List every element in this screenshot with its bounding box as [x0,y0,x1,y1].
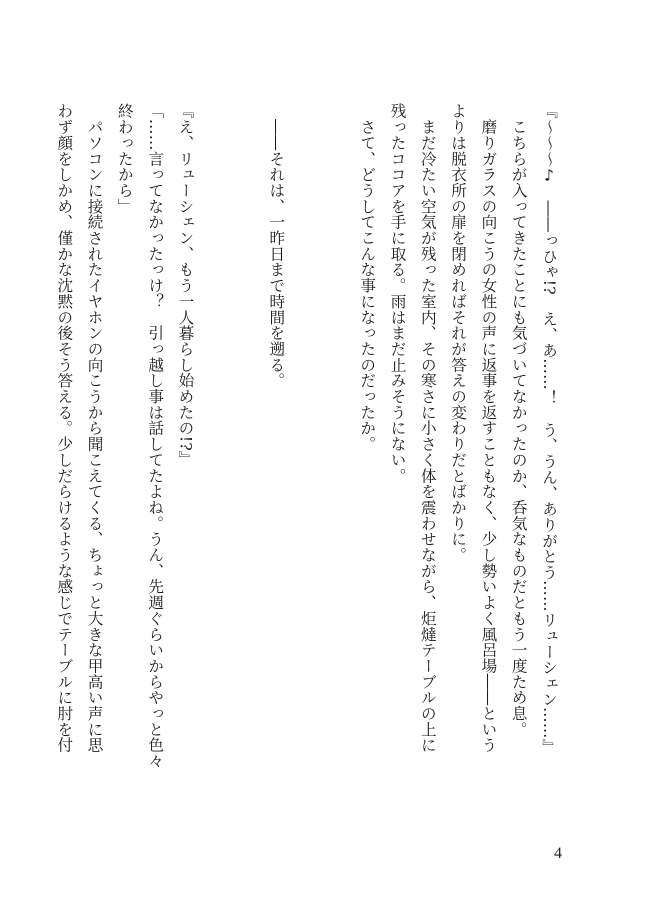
blank-line [322,103,352,848]
text-line-14: 「……言ってなかったっけ？ 引っ越し事は話してたよね。うん、先週ぐらいからやっと色々 [146,103,165,769]
text-line-17: わず顔をしかめ、僅かな沈黙の後そう答える。少しだらけるような感じでテーブルに肘を付 [55,103,74,753]
text-line-3: 磨りガラスの向こうの女性の声に返事を返すこともなく、少し勢いよく風呂場――という [479,103,498,753]
blank-line [291,103,321,848]
text-line-10: ――それは、一昨日まで時間を遡る。 [267,103,286,389]
text-line-13: 『え、リューシェン、もう一人暮らし始めたの!?』 [176,103,195,467]
text-line-5: まだ冷たい空気が残った室内、その寒さに小さく体を震わせながら、炬燵テーブルの上に [418,103,437,753]
text-line-15: 終わったから」 [115,103,134,214]
text-line-2: こちらが入ってきたことにも気づいてなかったのか、呑気なものだともう一度ため息。 [509,103,528,737]
blank-line [200,103,230,848]
vertical-text-block [49,103,564,848]
blank-line [231,103,261,848]
text-line-16: パソコンに接続されたイヤホンの向こうから聞こえてくる、ちょっと大きな甲高い声に思 [85,103,104,753]
text-line-1: 『～～～♪ ――っひゃ!? え、あ……！ う、うん、ありがとう……リューシェン……』 [540,103,558,755]
text-line-4: よりは脱衣所の扉を閉めればそれが答えの変わりだとばかりに。 [449,103,468,563]
page-number: 4 [554,845,562,862]
text-line-6: 残ったココアを手に取る。雨はまだ止みそうにない。 [388,103,407,484]
text-line-7: さて、どうしてこんな事になったのだったか。 [358,103,377,452]
